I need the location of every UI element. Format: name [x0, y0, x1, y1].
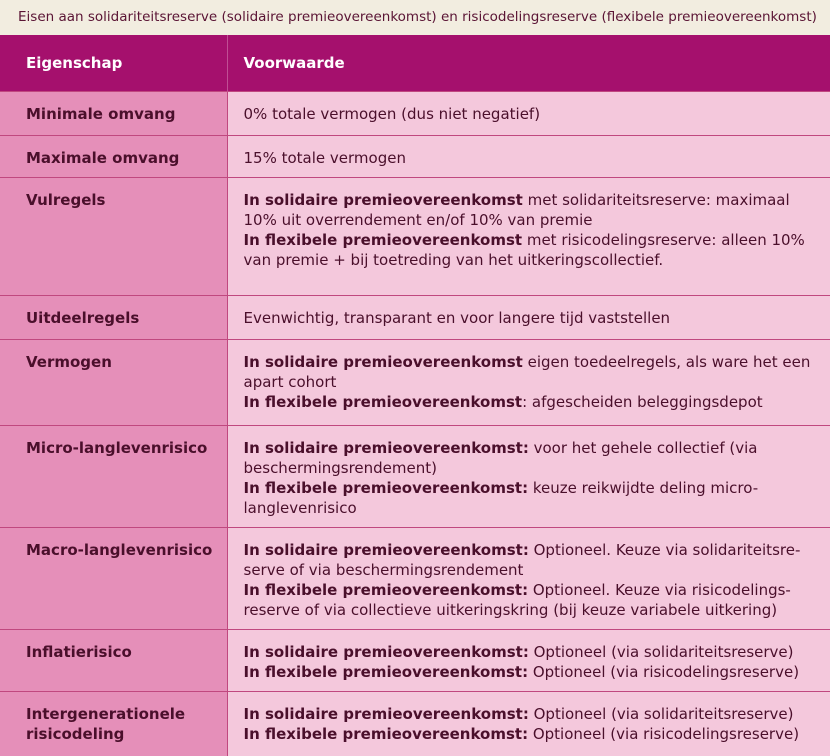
- condition-bold-label: In solidaire premieovereenkomst:: [243, 642, 529, 661]
- condition-bold-label: In solidaire premieovereenkomst:: [243, 438, 529, 457]
- condition-text: 15% totale vermogen: [243, 148, 406, 167]
- condition-bold-label: In flexibele premieovereenkomst:: [243, 580, 529, 599]
- condition-cell: [227, 177, 830, 295]
- condition-line: [244, 438, 817, 478]
- condition-text: Optioneel (via risicodelingsreserve): [528, 662, 800, 681]
- condition-text: Optioneel. Keuze via risicodelings-reserve of via collectieve uitkeringskring (bij keuze variabele uitkering): [243, 580, 791, 619]
- condition-text: 0% totale vermogen (dus niet negatief): [243, 104, 541, 123]
- condition-line: [244, 724, 817, 744]
- condition-bold-label: In flexibele premieovereenkomst:: [243, 724, 529, 743]
- property-cell: Micro-langlevenrisico: [0, 425, 227, 527]
- table-row: [0, 629, 830, 691]
- property-cell: Inflatierisico: [0, 629, 227, 691]
- header-voorwaarde: Voorwaarde: [227, 35, 830, 91]
- requirements-table: [0, 35, 830, 756]
- condition-bold-label: In flexibele premieovereenkomst:: [243, 478, 529, 497]
- condition-text: met solidariteitsreserve: maximaal 10% uit overrendement en/of 10% van premie: [243, 190, 790, 229]
- property-cell: Minimale omvang: [0, 91, 227, 135]
- condition-bold-label: In solidaire premieovereenkomst:: [243, 540, 529, 559]
- condition-line: [244, 580, 817, 620]
- property-cell: Macro-langlevenrisico: [0, 527, 227, 629]
- condition-line: [244, 704, 817, 724]
- condition-line: [244, 478, 817, 518]
- condition-text: Optioneel (via risicodelingsreserve): [528, 724, 800, 743]
- table-row: [0, 295, 830, 339]
- condition-line: [244, 662, 817, 682]
- condition-bold-label: In flexibele premieovereenkomst:: [243, 662, 529, 681]
- condition-line: [244, 308, 817, 328]
- condition-line: [244, 104, 817, 124]
- condition-line: [244, 642, 817, 662]
- condition-text: Optioneel. Keuze via solidariteitsre-serve of via beschermingsrendement: [243, 540, 801, 579]
- property-cell: Intergenerationele risicodeling: [0, 691, 227, 756]
- condition-cell: [227, 339, 830, 425]
- table-row: [0, 425, 830, 527]
- condition-text: met risicodelingsreserve: alleen 10% van premie + bij toetreding van het uitkeringscollectief.: [243, 230, 805, 269]
- table-caption: Eisen aan solidariteitsreserve (solidaire premieovereenkomst) en risicodelingsreserve (flexibele premieovereenkomst): [0, 0, 830, 35]
- condition-line: [244, 392, 817, 412]
- condition-cell: [227, 425, 830, 527]
- header-eigenschap: Eigenschap: [0, 35, 227, 91]
- condition-bold-label: In flexibele premieovereenkomst: [243, 392, 523, 411]
- table-row: [0, 177, 830, 295]
- condition-line: [244, 540, 817, 580]
- condition-cell: [227, 91, 830, 135]
- table-row: [0, 135, 830, 177]
- condition-line: [244, 190, 817, 230]
- condition-line: [244, 230, 817, 270]
- condition-bold-label: In solidaire premieovereenkomst: [243, 190, 523, 209]
- table-row: [0, 91, 830, 135]
- condition-cell: [227, 629, 830, 691]
- condition-bold-label: In solidaire premieovereenkomst: [243, 352, 523, 371]
- condition-bold-label: In solidaire premieovereenkomst:: [243, 704, 529, 723]
- condition-line: [244, 352, 817, 392]
- condition-line: [244, 148, 817, 168]
- condition-text: Optioneel (via solidariteitsreserve): [528, 642, 794, 661]
- table-row: [0, 339, 830, 425]
- condition-text: Optioneel (via solidariteitsreserve): [528, 704, 794, 723]
- property-cell: Maximale omvang: [0, 135, 227, 177]
- condition-cell: [227, 295, 830, 339]
- condition-cell: [227, 691, 830, 756]
- table-header-row: [0, 35, 830, 91]
- condition-text: keuze reikwijdte deling micro-langlevenrisico: [243, 478, 759, 517]
- table-row: [0, 527, 830, 629]
- condition-cell: [227, 135, 830, 177]
- condition-text: voor het gehele collectief (via beschermingsrendement): [243, 438, 758, 477]
- condition-cell: [227, 527, 830, 629]
- condition-bold-label: In flexibele premieovereenkomst: [243, 230, 523, 249]
- condition-text: : afgescheiden beleggingsdepot: [522, 392, 763, 411]
- property-cell: Vermogen: [0, 339, 227, 425]
- table-row: [0, 691, 830, 756]
- condition-text: Evenwichtig, transparant en voor langere tijd vaststellen: [243, 308, 671, 327]
- condition-text: eigen toedeelregels, als ware het een apart cohort: [243, 352, 811, 391]
- property-cell: Uitdeelregels: [0, 295, 227, 339]
- property-cell: Vulregels: [0, 177, 227, 295]
